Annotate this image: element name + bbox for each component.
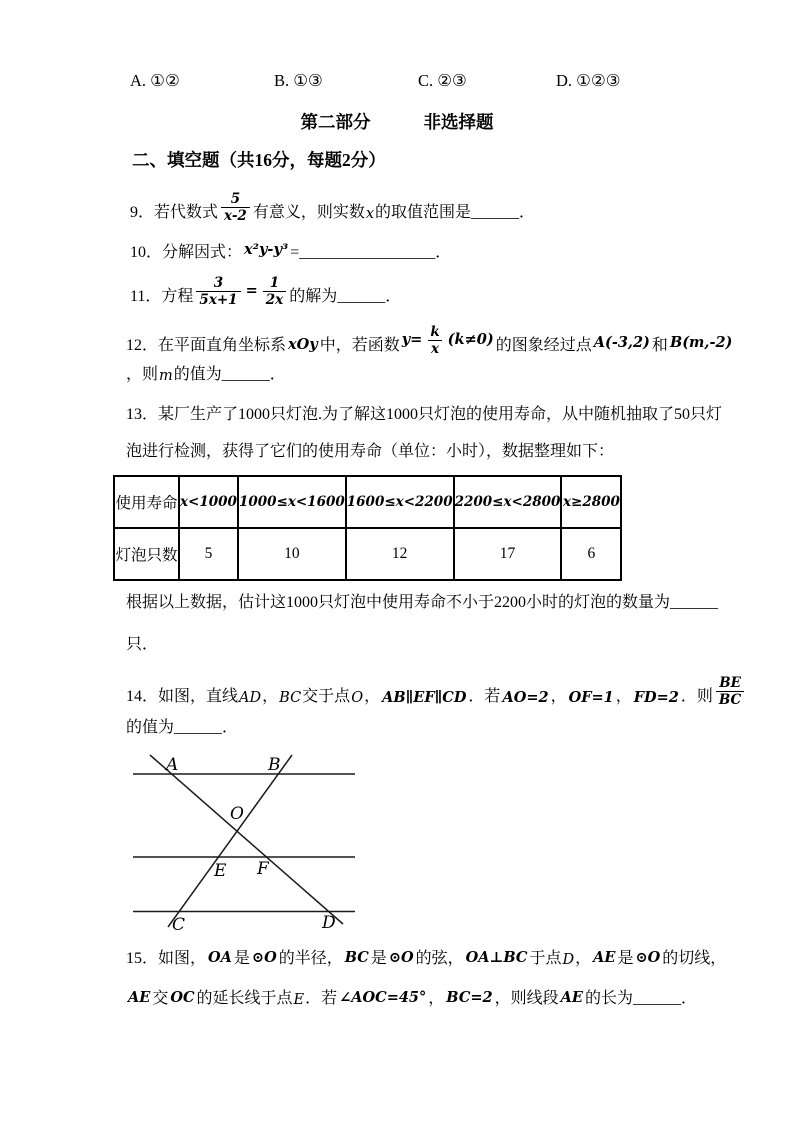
q13-tail-text: 只．: [126, 636, 159, 654]
q15-circle-o-1: ⊙O: [251, 949, 277, 967]
q14-blank: ______: [174, 719, 223, 737]
question-12-line1: [126, 317, 734, 357]
q15-shi2: 是: [370, 950, 387, 968]
question-14-line2: [126, 717, 238, 739]
q10-expression: x²y-y³: [244, 241, 289, 259]
figure-label-d: D: [322, 913, 336, 932]
q10-period: ．: [435, 244, 452, 262]
q11-f2-numerator: 1: [269, 274, 280, 291]
option-d: D. ①②③: [556, 71, 621, 90]
q11-fraction-right: [263, 275, 286, 308]
q12-text-and: 和: [651, 337, 668, 355]
q15-text-seg4: 于点: [529, 950, 562, 968]
q14-line-bc: BC: [279, 690, 302, 707]
figure-label-o: O: [230, 804, 244, 824]
question-10: [130, 240, 451, 264]
q15-shi3: 是: [617, 950, 634, 968]
part-heading: [0, 109, 794, 134]
question-9: [130, 186, 535, 224]
q15-oa-radius: OA: [208, 949, 232, 967]
q15-text-seg9: 的长为: [584, 990, 633, 1008]
q15-circle-o-2: ⊙O: [388, 949, 414, 967]
q9-text-lead: 9．若代数式: [130, 204, 219, 222]
q14-parallel-statement: AB∥EF∥CD: [382, 689, 467, 707]
q11-period: ．: [385, 288, 402, 306]
lifespan-count-row: [114, 528, 621, 580]
q15-oc: OC: [170, 989, 195, 1007]
q9-fraction-numerator: 5: [230, 190, 241, 207]
q14-text-seg3: ．若: [468, 688, 501, 706]
q15-shi1: 是: [233, 950, 250, 968]
q12-line2-post: 的值为: [173, 366, 222, 384]
range-cell-2: 1000≤x<1600: [238, 476, 346, 528]
q14-period: ．: [222, 719, 239, 737]
q9-fraction-denominator: x-2: [221, 207, 250, 224]
range-cell-5: x≥2800: [561, 476, 621, 528]
q10-blank: _________________: [299, 244, 436, 262]
q12-fraction: [427, 324, 442, 357]
q11-text-post: 的解为: [289, 288, 338, 306]
question-13-after: [126, 592, 718, 614]
question-15-line1: [126, 946, 726, 970]
q12-text-seg2: 中，若函数: [319, 337, 400, 355]
q15-text-seg2: 的半径，: [278, 950, 343, 968]
q15-circle-o-3: ⊙O: [635, 949, 661, 967]
q15-blank: ______: [632, 990, 681, 1008]
q12-text-seg3: 的图象经过点: [495, 337, 592, 355]
option-a: A. ①②: [130, 71, 180, 90]
q13-after-text: 根据以上数据，估计这1000只灯泡中使用寿命不小于2200小时的灯泡的数量为: [126, 594, 671, 612]
q11-fraction-left: [196, 275, 240, 308]
q14-line2-text: 的值为: [126, 719, 175, 737]
q10-text-lead: 10．分解因式：: [130, 244, 243, 262]
q15-ae-tangent: AE: [593, 949, 616, 967]
q12-condition: (k≠0): [447, 330, 494, 348]
q12-fraction-denominator: x: [428, 340, 442, 357]
q14-comma2: ，: [364, 688, 381, 706]
q9-var-x: x: [365, 206, 375, 223]
q12-period: ．: [269, 366, 286, 384]
q14-text-lead: 14．如图，直线: [126, 688, 239, 706]
range-cell-4: 2200≤x<2800: [454, 476, 562, 528]
q14-of-value: OF=1: [568, 689, 614, 707]
figure-label-e: E: [214, 861, 227, 881]
q13-text-line2: 泡进行检测，获得了它们的使用寿命（单位：小时），数据整理如下：: [126, 443, 615, 461]
q12-line2-pre: ，则: [126, 366, 159, 384]
q12-point-a: A(-3,2): [593, 334, 650, 352]
option-b: B. ①③: [274, 71, 323, 90]
q14-comma3: ，: [550, 688, 567, 706]
q13-text-line1: 13．某厂生产了1000只灯泡.为了解这1000只灯泡的使用寿命，从中随机抽取了50只灯: [126, 406, 723, 424]
option-c: C. ②③: [418, 71, 467, 90]
figure-label-c: C: [172, 915, 186, 932]
question-14-line1: [126, 666, 747, 708]
q13-blank: ______: [670, 594, 719, 612]
q14-point-o: O: [351, 690, 364, 707]
q15-text-seg5: 的切线，: [662, 950, 727, 968]
q11-equation: [193, 275, 289, 308]
q15-perpendicular: OA⊥BC: [465, 949, 528, 967]
q10-equals: =: [290, 244, 300, 262]
q15-angle-aoc: ∠AOC=45°: [339, 989, 427, 1007]
count-cell-2: 10: [238, 528, 346, 580]
q11-f1-denominator: 5x+1: [196, 291, 240, 308]
q15-point-d: D: [562, 952, 575, 969]
section-heading: 二、填空题（共16分，每题2分）: [132, 150, 386, 170]
q14-line-ad: AD: [239, 690, 262, 707]
q14-fraction-numerator: BE: [719, 674, 741, 691]
q15-point-e: E: [293, 992, 305, 1009]
q12-fraction-numerator: k: [430, 323, 440, 340]
figure-label-f: F: [257, 859, 269, 879]
q14-text-seg2: 交于点: [302, 688, 351, 706]
count-cell-1: 5: [179, 528, 238, 580]
lifespan-header-label: 使用寿命: [114, 476, 179, 528]
q15-comma1: ，: [575, 950, 592, 968]
q14-fraction-be-bc: [716, 675, 744, 708]
q11-text-lead: 11．方程: [130, 288, 194, 306]
q9-blank: ______: [471, 204, 520, 222]
q12-xoy: xOy: [288, 336, 318, 354]
q15-ae-2: AE: [128, 989, 151, 1007]
q15-ae-3: AE: [560, 989, 583, 1007]
q15-text-seg6: 的延长线于点: [196, 990, 293, 1008]
count-cell-3: 12: [346, 528, 454, 580]
count-cell-4: 17: [454, 528, 562, 580]
range-cell-3: 1600≤x<2200: [346, 476, 454, 528]
question-15-line2: [126, 986, 697, 1010]
q14-ao-value: AO=2: [502, 689, 549, 707]
q14-figure: [110, 742, 430, 932]
q14-comma1: ，: [262, 688, 279, 706]
q15-text-seg7: ．若: [305, 990, 338, 1008]
transversal-ad: [150, 755, 343, 924]
q12-text-lead: 12．在平面直角坐标系: [126, 337, 287, 355]
q15-text-lead: 15．如图，: [126, 950, 207, 968]
count-row-label: 灯泡只数: [114, 528, 179, 580]
q9-period: ．: [519, 204, 536, 222]
q12-y-equals: y=: [401, 330, 423, 348]
question-13-line1: [126, 404, 722, 426]
q15-text-seg8: ，则线段: [494, 990, 559, 1008]
q15-text-seg3: 的弦，: [415, 950, 464, 968]
question-12-line2: [126, 362, 286, 386]
q9-text-mid: 有意义，则实数: [252, 204, 365, 222]
range-cell-1: x<1000: [179, 476, 238, 528]
q14-fraction-denominator: BC: [716, 691, 744, 708]
q11-f1-numerator: 3: [213, 274, 224, 291]
q12-blank: ______: [221, 366, 270, 384]
q12-point-b: B(m,-2): [669, 334, 733, 352]
lifespan-table: [113, 475, 622, 581]
q11-equals: =: [245, 281, 258, 299]
q15-period: ．: [680, 990, 697, 1008]
part-heading-title: 非选择题: [423, 112, 494, 132]
lifespan-header-row: [114, 476, 621, 528]
question-13-tail: [126, 634, 158, 656]
figure-label-a: A: [166, 755, 179, 775]
q9-text-post: 的取值范围是: [375, 204, 472, 222]
q11-f2-denominator: 2x: [263, 291, 286, 308]
q15-bc-chord: BC: [344, 949, 369, 967]
q15-comma2: ，: [428, 990, 445, 1008]
figure-label-b: B: [268, 755, 281, 775]
count-cell-5: 6: [561, 528, 621, 580]
transversal-bc: [168, 755, 292, 927]
q9-fraction: [221, 191, 250, 224]
q14-fd-value: FD=2: [633, 689, 679, 707]
q12-var-m: m: [159, 368, 173, 385]
q11-blank: ______: [337, 288, 386, 306]
question-11: [130, 272, 401, 308]
q14-comma4: ，: [615, 688, 632, 706]
q14-text-seg4: ．则: [680, 688, 713, 706]
question-13-line2: [126, 441, 614, 463]
q12-function: [400, 324, 496, 357]
q15-bc-value: BC=2: [446, 989, 493, 1007]
part-heading-number: 第二部分: [300, 112, 371, 132]
q15-jiao: 交: [152, 990, 169, 1008]
